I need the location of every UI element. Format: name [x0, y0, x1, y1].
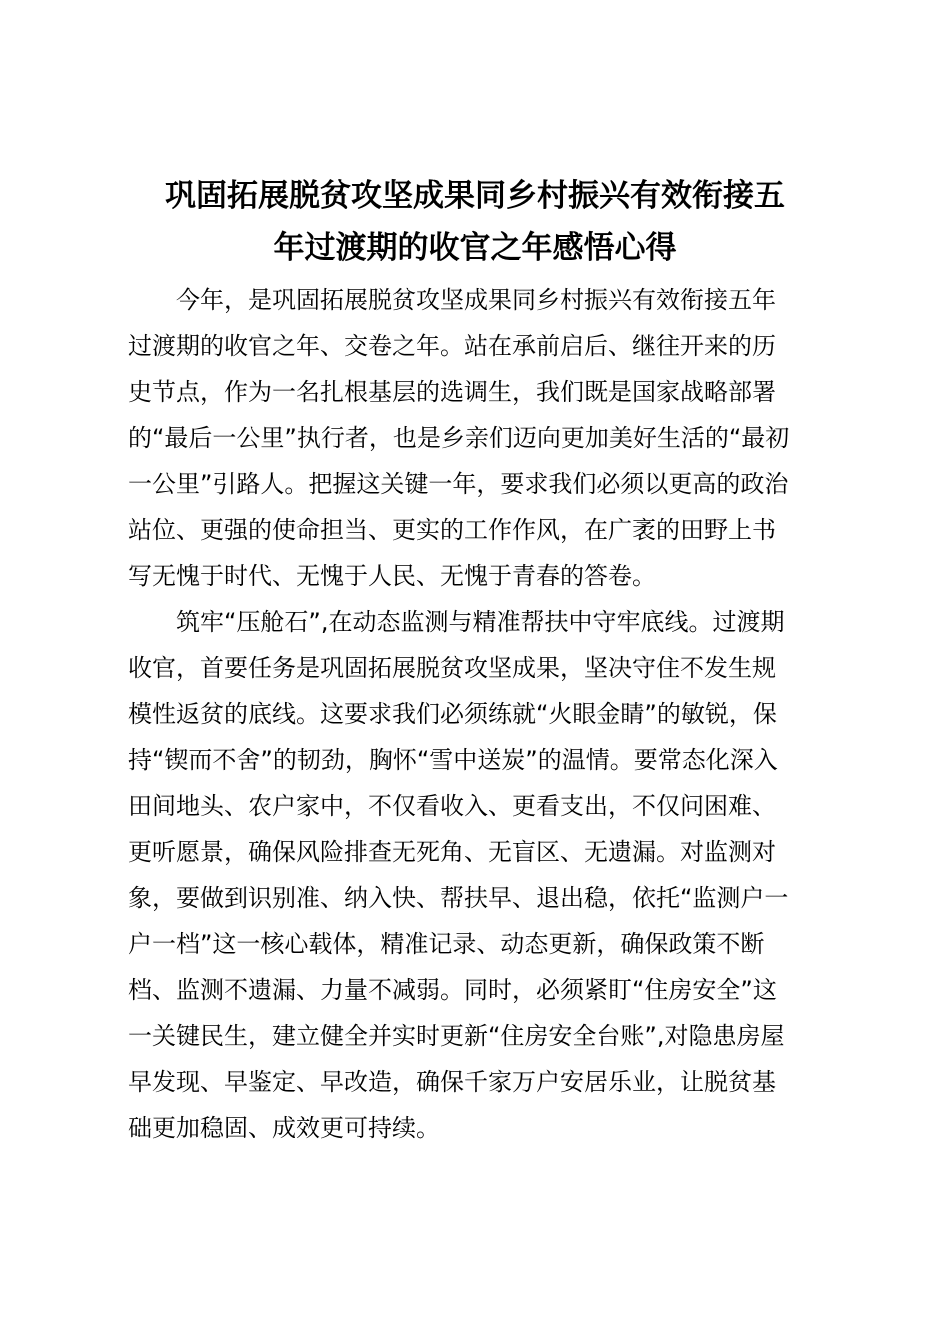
text-line: 象，要做到识别准、纳入快、帮扶早、退出稳，依托“监测户一	[128, 884, 789, 912]
text-line: 础更加稳固、成效更可持续。	[128, 1114, 440, 1142]
text-line: 模性返贫的底线。这要求我们必须练就“火眼金睛”的敏锐，保	[128, 700, 777, 728]
text-line: 一关键民生，建立健全并实时更新“住房安全台账”,对隐患房屋	[128, 1022, 785, 1050]
text-line: 田间地头、农户家中，不仅看收入、更看支出，不仅问困难、	[128, 792, 776, 820]
title-line: 巩固拓展脱贫攻坚成果同乡村振兴有效衔接五	[165, 178, 785, 214]
text-line: 档、监测不遗漏、力量不减弱。同时，必须紧盯“住房安全”这	[128, 976, 777, 1004]
text-line: 站位、更强的使命担当、更实的工作作风，在广袤的田野上书	[128, 516, 776, 544]
paragraph-intro	[128, 277, 833, 599]
text-line: 写无愧于时代、无愧于人民、无愧于青春的答卷。	[128, 562, 656, 590]
text-line: 收官，首要任务是巩固拓展脱贫攻坚成果，坚决守住不发生规	[128, 654, 776, 682]
text-line: 筑牢“压舱石”,在动态监测与精准帮扶中守牢底线。过渡期	[176, 608, 785, 636]
text-line: 更听愿景，确保风险排查无死角、无盲区、无遗漏。对监测对	[128, 838, 776, 866]
text-line: 史节点，作为一名扎根基层的选调生，我们既是国家战略部署	[128, 378, 776, 406]
text-line: 今年，是巩固拓展脱贫攻坚成果同乡村振兴有效衔接五年	[176, 286, 776, 314]
document-title	[120, 170, 830, 274]
paragraph-monitoring	[128, 599, 833, 1151]
text-line: 的“最后一公里”执行者，也是乡亲们迈向更加美好生活的“最初	[128, 424, 790, 452]
title-line: 年过渡期的收官之年感悟心得	[273, 230, 677, 266]
document-body	[128, 277, 833, 1151]
text-line: 一公里”引路人。把握这关键一年，要求我们必须以更高的政治	[128, 470, 789, 498]
text-line: 早发现、早鉴定、早改造，确保千家万户安居乐业，让脱贫基	[128, 1068, 776, 1096]
text-line: 过渡期的收官之年、交卷之年。站在承前启后、继往开来的历	[128, 332, 776, 360]
text-line: 持“锲而不舍”的韧劲，胸怀“雪中送炭”的温情。要常态化深入	[128, 746, 778, 774]
text-line: 户一档”这一核心载体，精准记录、动态更新，确保政策不断	[128, 930, 765, 958]
